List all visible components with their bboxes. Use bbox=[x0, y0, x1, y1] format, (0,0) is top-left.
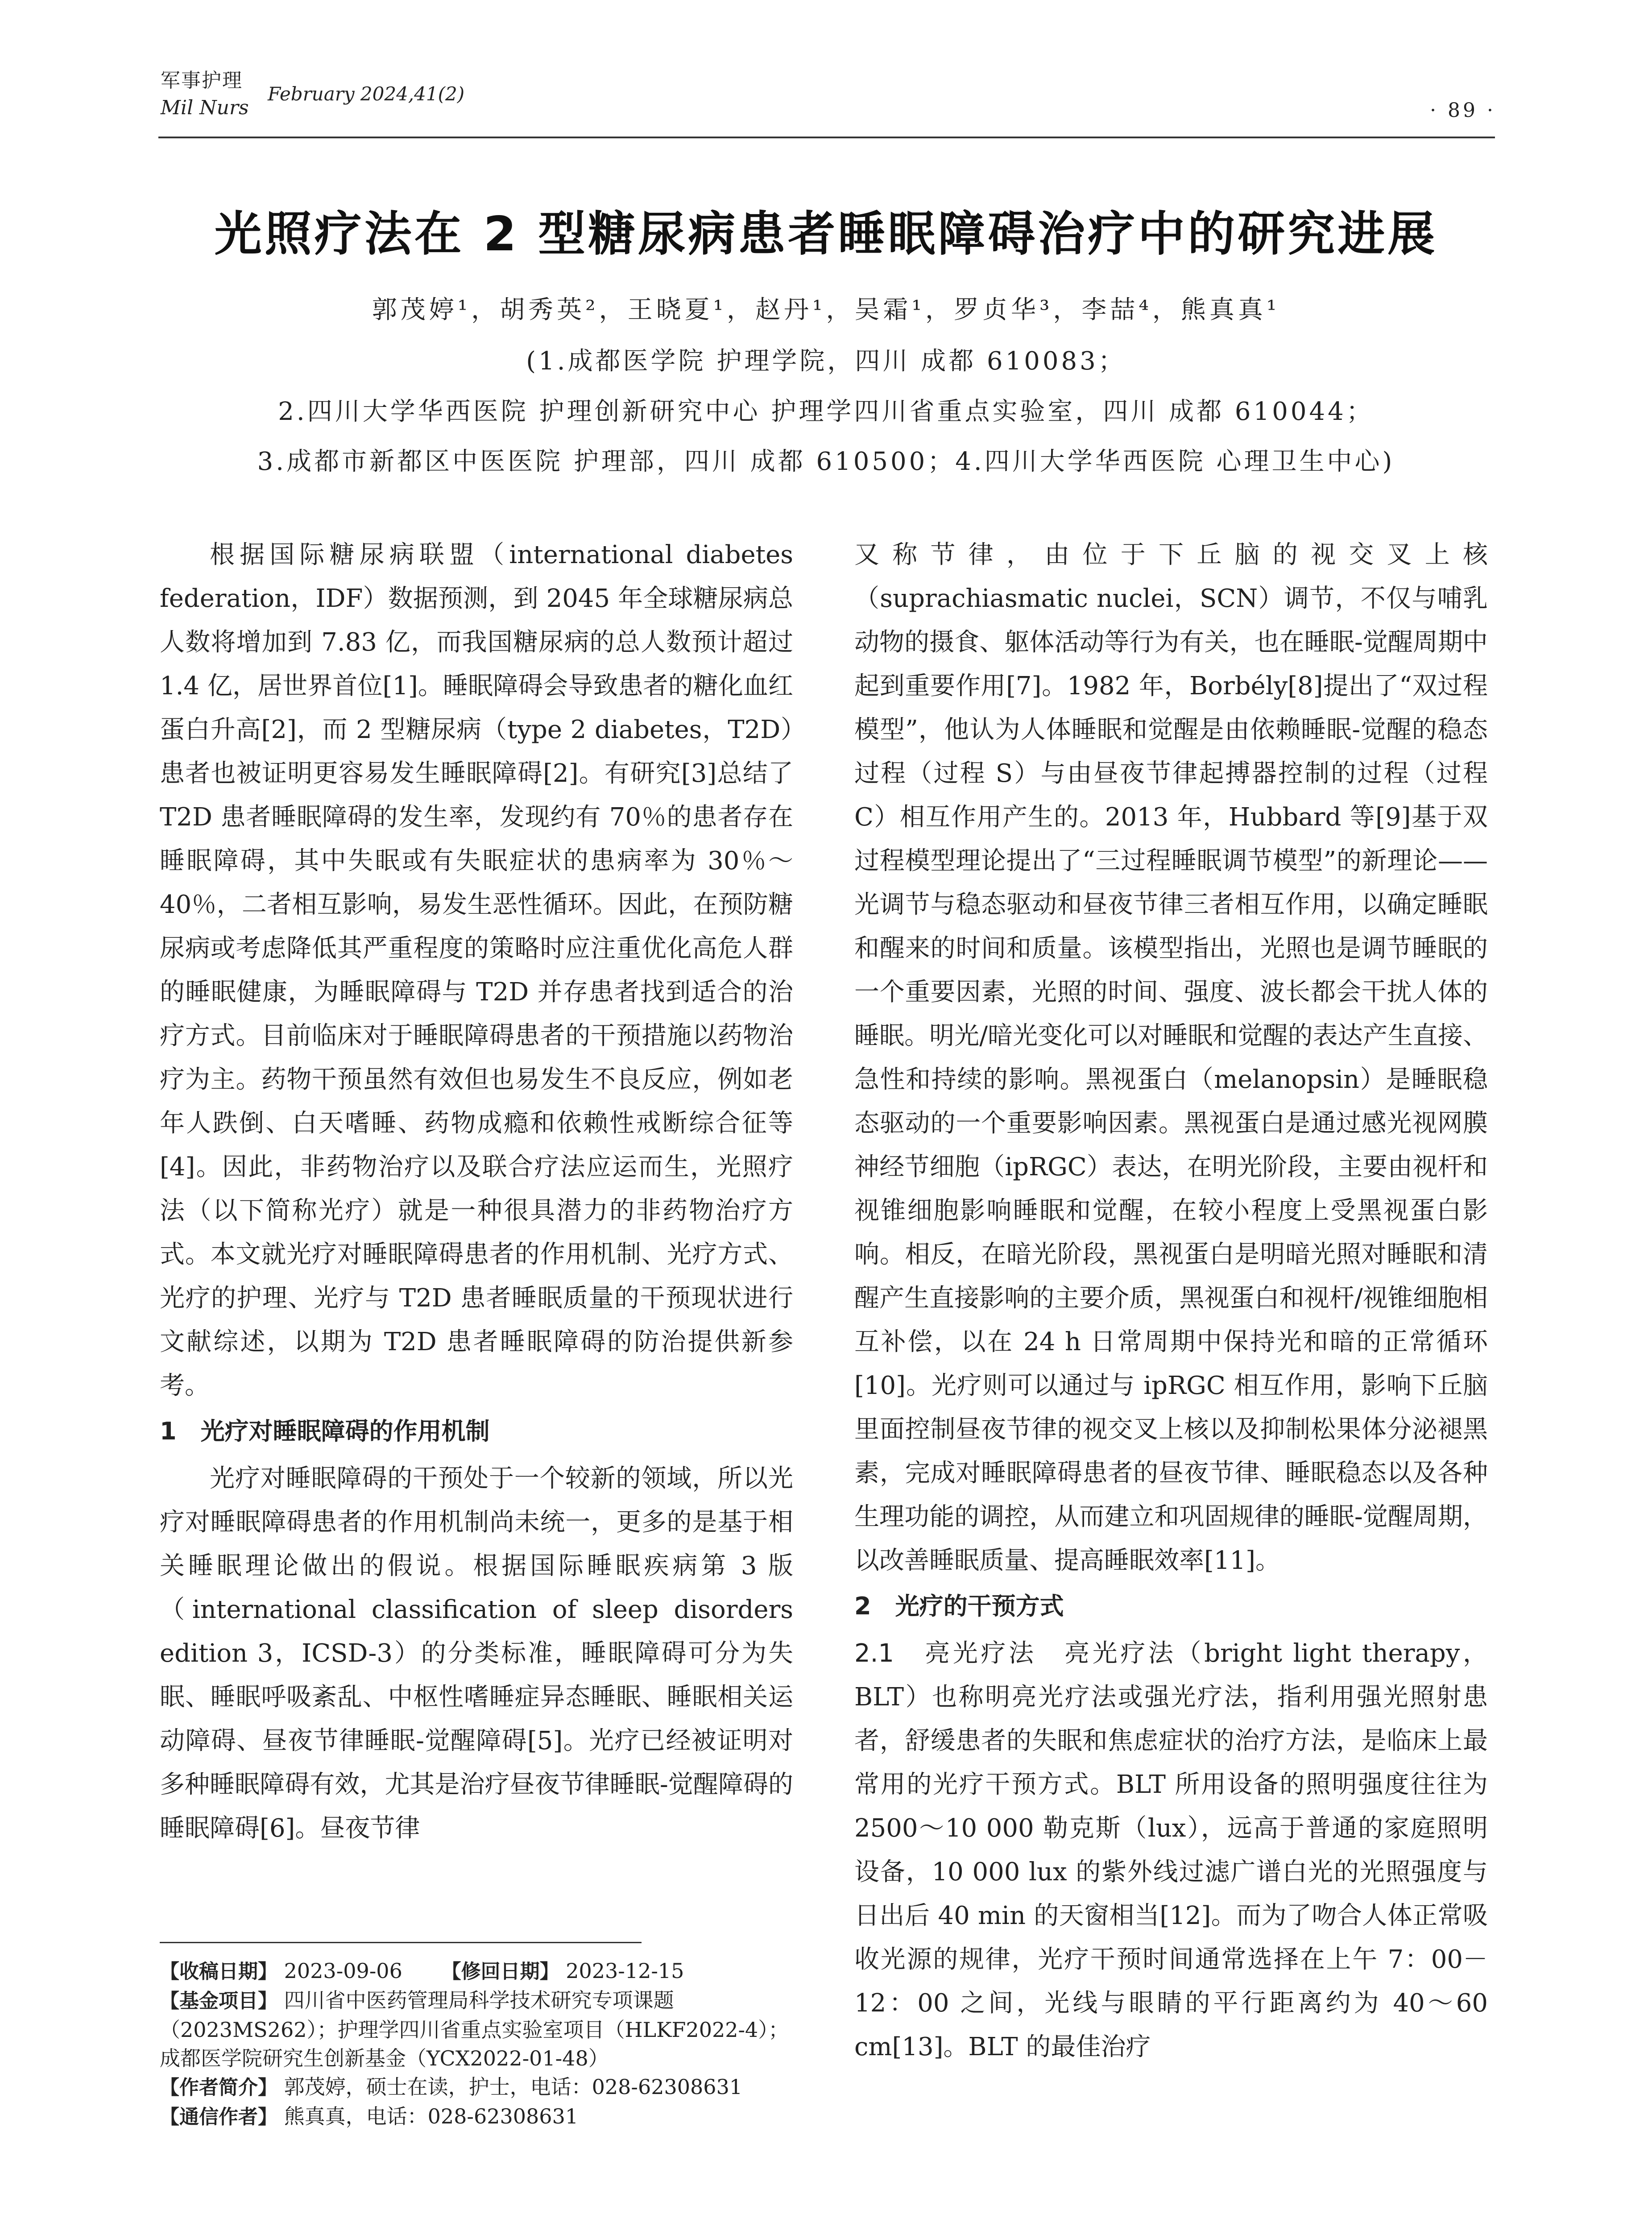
section-1-heading: 1 光疗对睡眠障碍的作用机制 bbox=[160, 1417, 490, 1445]
revised-date: 2023-12-15 bbox=[566, 1959, 684, 1983]
subsection-2-1-paragraph bbox=[854, 1632, 1488, 2069]
footnote-rule bbox=[160, 1942, 642, 1943]
received-date: 2023-09-06 bbox=[284, 1959, 402, 1983]
left-column bbox=[160, 533, 793, 1850]
intro-paragraph: 根据国际糖尿病联盟（international diabetes federation，IDF）数据预测，到 2045 年全球糖尿病总人数将增加到 7.83 亿，而我国糖尿病的总人数预计超过 1.4 亿，居世界首位[1]。睡眠障碍会导致患者的糖化血红蛋白升高[2]，而 2 型糖尿病（type 2 diabetes，T2D）患者也被证明更容易发生睡眠障碍[2]。有研究[3]总结了 T2D 患者睡眠障碍的发生率，发现约有 70％的患者存在睡眠障碍，其中失眠或有失眠症状的患病率为 30％～40％，二者相互影响，易发生恶性循环。因此，在预防糖尿病或考虑降低其严重程度的策略时应注重优化高危人群的睡眠健康，为睡眠障碍与 T2D 并存患者找到适合的治疗方式。目前临床对于睡眠障碍患者的干预措施以药物治疗为主。药物干预虽然有效但也易发生不良反应，例如老年人跌倒、白天嗜睡、药物成瘾和依赖性戒断综合征等[4]。因此，非药物治疗以及联合疗法应运而生，光照疗法（以下简称光疗）就是一种很具潜力的非药物治疗方式。本文就光疗对睡眠障碍患者的作用机制、光疗方式、光疗的护理、光疗与 T2D 患者睡眠质量的干预现状进行文献综述，以期为 T2D 患者睡眠障碍的防治提供新参考。 bbox=[160, 540, 793, 1400]
corresponding-line bbox=[160, 2102, 802, 2131]
fund-label: 【基金项目】 bbox=[160, 1990, 277, 2012]
affiliation-3: 3.成都市新都区中医医院 护理部，四川 成都 610500；4.四川大学华西医院 心理卫生中心) bbox=[257, 447, 1395, 476]
subsection-2-1-label: 2.1 亮光疗法 bbox=[854, 1639, 1037, 1668]
journal-name-cn: 军事护理 bbox=[161, 69, 243, 92]
fund-text: 四川省中医药管理局科学技术研究专项课题（2023MS262）；护理学四川省重点实验室项目（HLKF2022-4）；成都医学院研究生创新基金（YCX2022-01-48） bbox=[160, 1988, 789, 2070]
right-column bbox=[854, 533, 1488, 2069]
author-bio-label: 【作者简介】 bbox=[160, 2076, 277, 2099]
issue-date: February 2024,41(2) bbox=[268, 83, 465, 105]
author-bio-line bbox=[160, 2073, 802, 2102]
revised-label: 【修回日期】 bbox=[441, 1960, 559, 1983]
author-list: 郭茂婷¹，胡秀英²，王晓夏¹，赵丹¹，吴霜¹，罗贞华³，李喆⁴，熊真真¹ bbox=[372, 295, 1280, 324]
fund-line bbox=[160, 1986, 802, 2073]
affiliation-2: 2.四川大学华西医院 护理创新研究中心 护理学四川省重点实验室，四川 成都 610044； bbox=[278, 397, 1374, 426]
continued-paragraph: 又称节律，由位于下丘脑的视交叉上核（suprachiasmatic nuclei，SCN）调节，不仅与哺乳动物的摄食、躯体活动等行为有关，也在睡眠-觉醒周期中起到重要作用[7]。1982 年，Borbély[8]提出了“双过程模型”，他认为人体睡眠和觉醒是由依赖睡眠-觉醒的稳态过程（过程 S）与由昼夜节律起搏器控制的过程（过程 C）相互作用产生的。2013 年，Hubbard 等[9]基于双过程模型理论提出了“三过程睡眠调节模型”的新理论——光调节与稳态驱动和昼夜节律三者相互作用，以确定睡眠和醒来的时间和质量。该模型指出，光照也是调节睡眠的一个重要因素，光照的时间、强度、波长都会干扰人体的睡眠。明光/暗光变化可以对睡眠和觉醒的表达产生直接、急性和持续的影响。黑视蛋白（melanopsin）是睡眠稳态驱动的一个重要影响因素。黑视蛋白是通过感光视网膜神经节细胞（ipRGC）表达，在明光阶段，主要由视杆和视锥细胞影响睡眠和觉醒，在较小程度上受黑视蛋白影响。相反，在暗光阶段，黑视蛋白是明暗光照对睡眠和清醒产生直接影响的主要介质，黑视蛋白和视杆/视锥细胞相互补偿，以在 24 h 日常周期中保持光和暗的正常循环[10]。光疗则可以通过与 ipRGC 相互作用，影响下丘脑里面控制昼夜节律的视交叉上核以及抑制松果体分泌褪黑素，完成对睡眠障碍患者的昼夜节律、睡眠稳态以及各种生理功能的调控，从而建立和巩固规律的睡眠-觉醒周期，以改善睡眠质量、提高睡眠效率[11]。 bbox=[854, 540, 1488, 1575]
author-bio-text: 郭茂婷，硕士在读，护士，电话：028-62308631 bbox=[284, 2075, 743, 2099]
page-number: · 89 · bbox=[1430, 99, 1496, 122]
affiliation-1: (1.成都医学院 护理学院，四川 成都 610083； bbox=[526, 347, 1126, 376]
corresponding-text: 熊真真，电话：028-62308631 bbox=[284, 2104, 579, 2128]
dates-line bbox=[160, 1957, 802, 1986]
header-rule bbox=[158, 137, 1495, 138]
journal-name-en: Mil Nurs bbox=[161, 96, 249, 119]
subsection-2-1-text: 亮光疗法（bright light therapy，BLT）也称明亮光疗法或强光疗法，指利用强光照射患者，舒缓患者的失眠和焦虑症状的治疗方法，是临床上最常用的光疗干预方式。BLT 所用设备的照明强度往往为 2500～10 000 勒克斯（lux），远高于普通的家庭照明设备，10 000 lux 的紫外线过滤广谱白光的光照强度与日出后 40 min 的天窗相当[12]。而为了吻合人体正常吸收光源的规律，光疗干预时间通常选择在上午 7：00－12：00 之间，光线与眼睛的平行距离约为 40～60 cm[13]。BLT 的最佳治疗 bbox=[854, 1639, 1488, 2061]
section-2-heading: 2 光疗的干预方式 bbox=[854, 1592, 1064, 1620]
paper-title: 光照疗法在 2 型糖尿病患者睡眠障碍治疗中的研究进展 bbox=[214, 207, 1438, 261]
corresponding-label: 【通信作者】 bbox=[160, 2106, 277, 2128]
journal-header bbox=[161, 67, 249, 121]
footnotes bbox=[160, 1957, 802, 2131]
section-1-paragraph: 光疗对睡眠障碍的干预处于一个较新的领域，所以光疗对睡眠障碍患者的作用机制尚未统一，更多的是基于相关睡眠理论做出的假说。根据国际睡眠疾病第 3 版（international classification of sleep disorders edition 3，ICSD-3）的分类标准，睡眠障碍可分为失眠、睡眠呼吸紊乱、中枢性嗜睡症异态睡眠、睡眠相关运动障碍、昼夜节律睡眠-觉醒障碍[5]。光疗已经被证明对多种睡眠障碍有效，尤其是治疗昼夜节律睡眠-觉醒障碍的睡眠障碍[6]。昼夜节律 bbox=[160, 1464, 793, 1843]
received-label: 【收稿日期】 bbox=[160, 1960, 277, 1983]
